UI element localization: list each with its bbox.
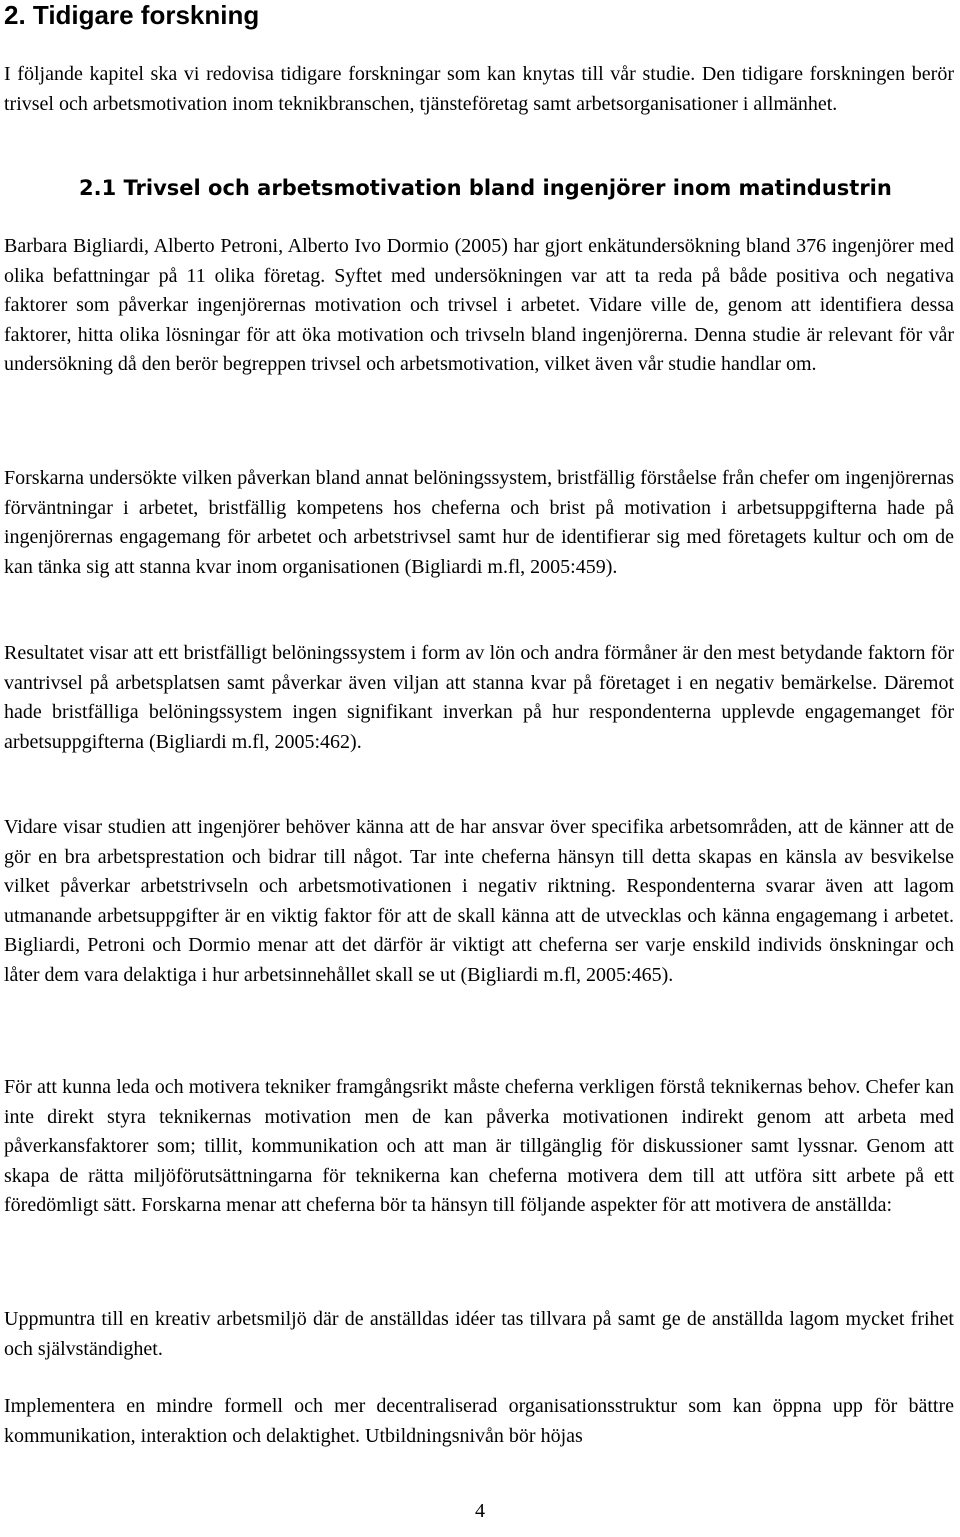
paragraph: Uppmuntra till en kreativ arbetsmiljö där de anställdas idéer tas tillvara på samt ge de anställda lagom mycket frihet och självständighet. [4, 1308, 954, 1360]
paragraph: Forskarna undersökte vilken påverkan bland annat belöningssystem, bristfällig förståelse från chefer om ingenjörernas förväntningar i arbetet, bristfällig kompetens hos cheferna och brist på motivation i arbetsuppgifterna hade på ingenjörernas engagemang för arbetet och arbetstrivsel samt hur de identifierar sig med företagets kultur och om de kan tänka sig att stanna kvar inom organisationen (Bigliardi m.fl, 2005:459). [4, 467, 954, 578]
paragraph: Vidare visar studien att ingenjörer behöver känna att de har ansvar över specifika arbetsområden, att de känner att de gör en bra arbetsprestation och bidrar till något. Tar inte cheferna hänsyn till detta skapas en känsla av besvikelse vilket påverkar arbetstrivseln och arbetsmotivationen i negativ riktning. Respondenterna svarar även att lagom utmanande arbetsuppgifter är en viktig faktor för att de skall känna att de utvecklas och känna engagemang i arbetet. Bigliardi, Petroni och Dormio menar att det därför är viktigt att cheferna ser varje enskild individs önskningar och låter dem vara delaktiga i hur arbetsinnehållet skall se ut (Bigliardi m.fl, 2005:465). [4, 816, 954, 986]
intro-paragraph: I följande kapitel ska vi redovisa tidigare forskningar som kan knytas till vår studie. Den tidigare forskningen berör trivsel och arbetsmotivation inom teknikbranschen, tjänsteföretag samt arbetsorganisationer i allmänhet. [4, 63, 954, 115]
section-heading: 2. Tidigare forskning [4, 0, 260, 30]
paragraph: För att kunna leda och motivera tekniker framgångsrikt måste cheferna verkligen förstå teknikernas behov. Chefer kan inte direkt styra teknikernas motivation men de kan påverka motivationen indirekt genom att arbeta med påverkansfaktorer som; tillit, kommunikation och att man är tillgänglig för diskussioner samt lyssnar. Genom att skapa de rätta miljöförutsättningarna för teknikerna kan cheferna motivera dem till att utföra sitt arbete på ett föredömligt sätt. Forskarna menar att cheferna bör ta hänsyn till följande aspekter för att motivera de anställda: [4, 1076, 954, 1216]
subsection-heading: 2.1 Trivsel och arbetsmotivation bland ingenjörer inom matindustrin [79, 176, 892, 200]
paragraph: Implementera en mindre formell och mer decentraliserad organisationsstruktur som kan öppna upp för bättre kommunikation, interaktion och delaktighet. Utbildningsnivån bör höjas [4, 1395, 954, 1447]
page-number: 4 [475, 1500, 485, 1522]
paragraph: Barbara Bigliardi, Alberto Petroni, Alberto Ivo Dormio (2005) har gjort enkätundersökning bland 376 ingenjörer med olika befattningar på 11 olika företag. Syftet med undersökningen var att ta reda på både positiva och negativa faktorer som påverkar ingenjörernas motivation och trivsel i arbetet. Vidare ville de, genom att identifiera dessa faktorer, hitta olika lösningar för att öka motivation och trivseln bland ingenjörerna. Denna studie är relevant för vår undersökning då den berör begreppen trivsel och arbetsmotivation, vilket även vår studie handlar om. [4, 235, 954, 375]
paragraph: Resultatet visar att ett bristfälligt belöningssystem i form av lön och andra förmåner är den mest betydande faktorn för vantrivsel på arbetsplatsen samt påverkar även viljan att stanna kvar på företaget i en negativ bemärkelse. Däremot hade bristfälliga belöningssystem ingen signifikant inverkan på hur respondenterna upplevde engagemanget för arbetsuppgifterna (Bigliardi m.fl, 2005:462). [4, 642, 954, 753]
